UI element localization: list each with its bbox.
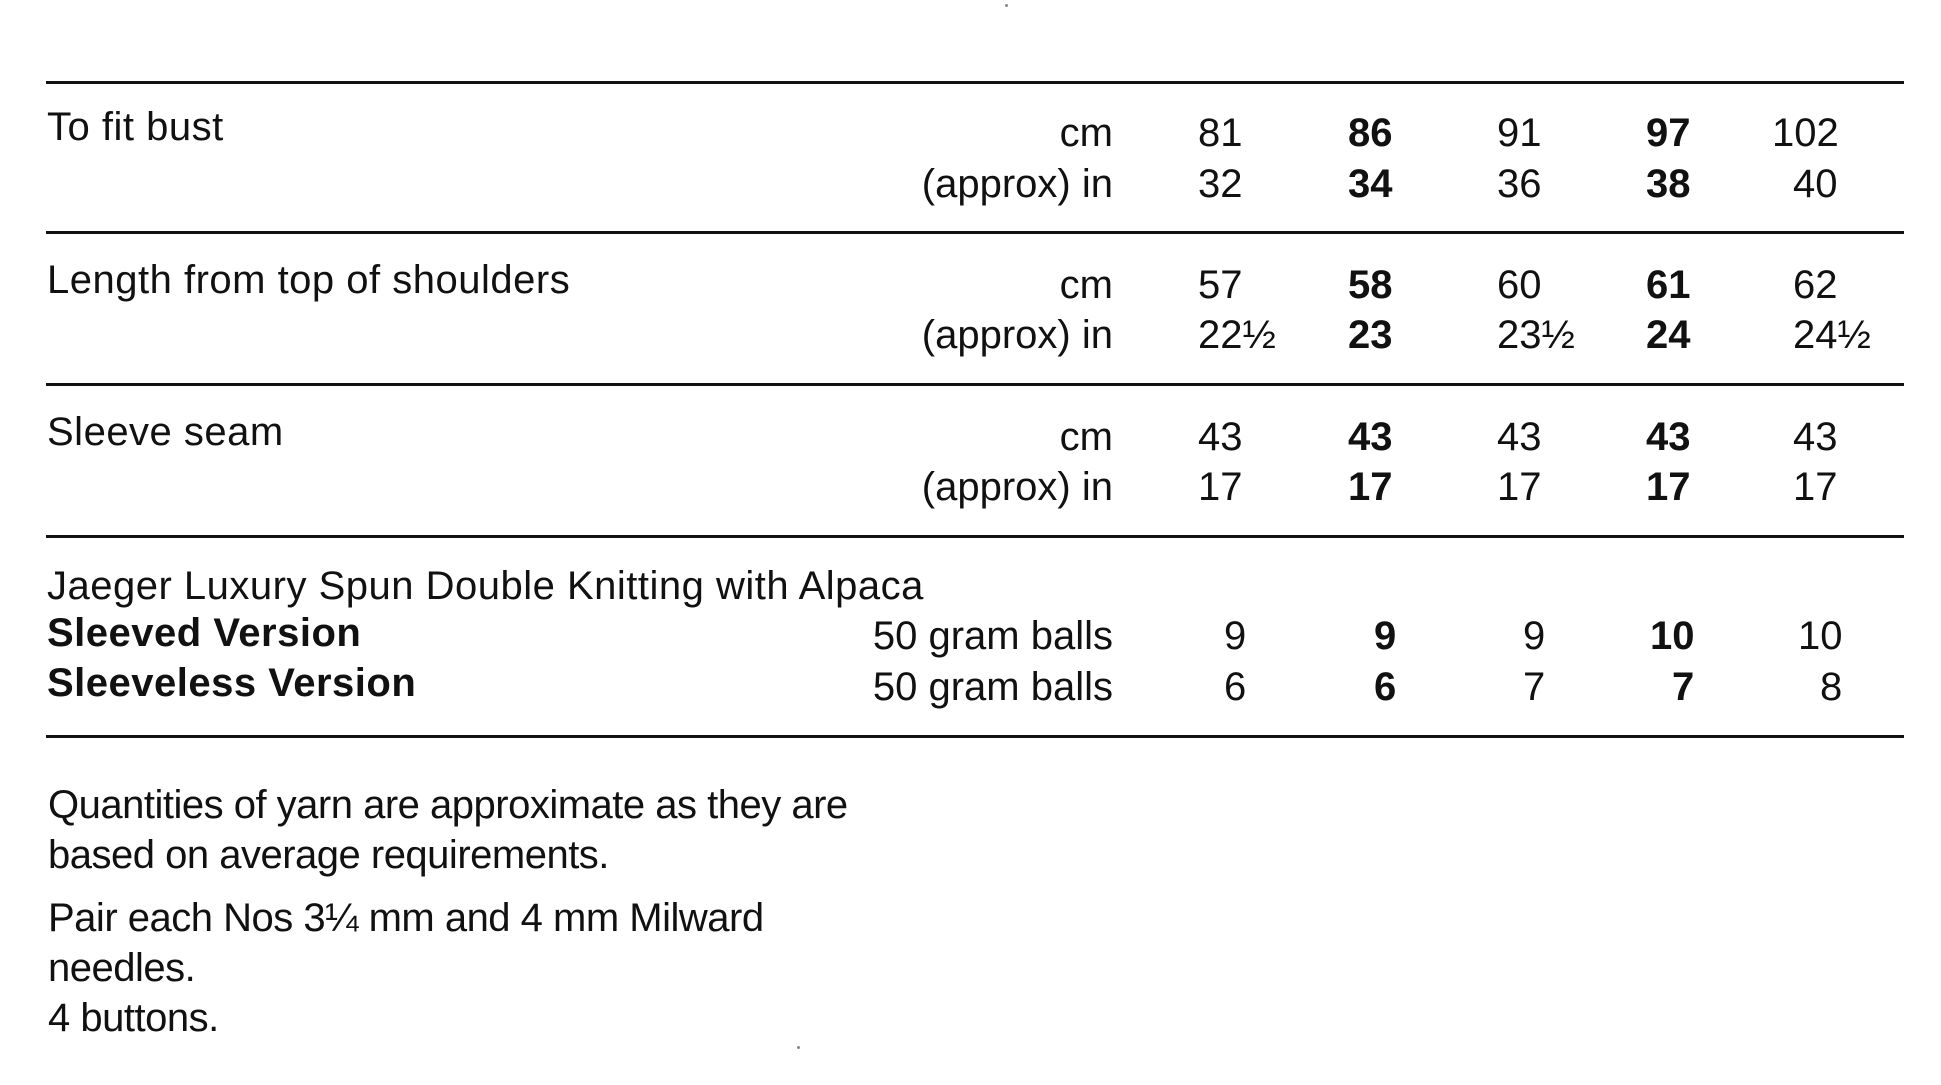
needles-note-line: needles.	[48, 946, 196, 990]
unit-label: cm	[1059, 415, 1113, 459]
yarn-quantity: 9	[1374, 614, 1397, 658]
yarn-quantity: 7	[1672, 665, 1695, 709]
unit-label: (approx) in	[921, 465, 1113, 509]
size-value: 43	[1348, 415, 1393, 459]
size-value: 43	[1198, 415, 1243, 459]
unit-label: 50 gram balls	[872, 614, 1113, 658]
table-bottom-rule	[46, 735, 1904, 738]
yarn-quantity-note-line: Quantities of yarn are approximate as they are	[48, 783, 848, 827]
size-value: 24	[1646, 313, 1691, 357]
unit-label: cm	[1059, 111, 1113, 155]
measurement-label: Sleeve seam	[47, 410, 284, 454]
size-value: 43	[1793, 415, 1838, 459]
yarn-quantity: 10	[1650, 614, 1695, 658]
size-value: 81	[1198, 111, 1243, 155]
buttons-note: 4 buttons.	[48, 996, 219, 1040]
size-value: 17	[1198, 465, 1243, 509]
yarn-row-label: Sleeved Version	[47, 611, 362, 655]
yarn-title: Jaeger Luxury Spun Double Knitting with Alpaca	[47, 564, 924, 608]
yarn-quantity: 9	[1224, 614, 1247, 658]
yarn-row-label: Sleeveless Version	[47, 661, 417, 705]
size-value: 23	[1348, 313, 1393, 357]
unit-label: (approx) in	[921, 162, 1113, 206]
size-value: 17	[1348, 465, 1393, 509]
section-divider-rule	[46, 231, 1904, 234]
size-value: 58	[1348, 263, 1393, 307]
measurement-label: To fit bust	[47, 105, 224, 149]
section-divider-rule	[46, 535, 1904, 538]
unit-label: cm	[1059, 263, 1113, 307]
yarn-quantity: 6	[1224, 665, 1247, 709]
section-divider-rule	[46, 383, 1904, 386]
size-value: 36	[1497, 162, 1542, 206]
size-value: 17	[1793, 465, 1838, 509]
needles-note-line: Pair each Nos 3¼ mm and 4 mm Milward	[48, 896, 764, 940]
size-value: 86	[1348, 111, 1393, 155]
yarn-quantity: 10	[1798, 614, 1843, 658]
size-value: 102	[1772, 111, 1839, 155]
size-value: 57	[1198, 263, 1243, 307]
size-value: 97	[1646, 111, 1691, 155]
measurement-label: Length from top of shoulders	[47, 258, 571, 302]
yarn-quantity-note-line: based on average requirements.	[48, 833, 609, 877]
size-value: 38	[1646, 162, 1691, 206]
size-value: 91	[1497, 111, 1542, 155]
size-value: 43	[1497, 415, 1542, 459]
size-value: 61	[1646, 263, 1691, 307]
size-value: 40	[1793, 162, 1838, 206]
size-value: 17	[1497, 465, 1542, 509]
table-top-rule	[46, 81, 1904, 84]
yarn-quantity: 7	[1523, 665, 1546, 709]
unit-label: 50 gram balls	[872, 665, 1113, 709]
size-value: 34	[1348, 162, 1393, 206]
yarn-quantity: 6	[1374, 665, 1397, 709]
size-value: 17	[1646, 465, 1691, 509]
yarn-quantity: 9	[1523, 614, 1546, 658]
size-value: 24½	[1793, 313, 1871, 357]
scan-speck	[1005, 4, 1008, 7]
yarn-quantity: 8	[1820, 665, 1843, 709]
size-value: 43	[1646, 415, 1691, 459]
size-value: 60	[1497, 263, 1542, 307]
unit-label: (approx) in	[921, 313, 1113, 357]
size-value: 62	[1793, 263, 1838, 307]
scan-speck	[797, 1046, 800, 1049]
size-value: 32	[1198, 162, 1243, 206]
size-value: 22½	[1198, 313, 1276, 357]
size-value: 23½	[1497, 313, 1575, 357]
